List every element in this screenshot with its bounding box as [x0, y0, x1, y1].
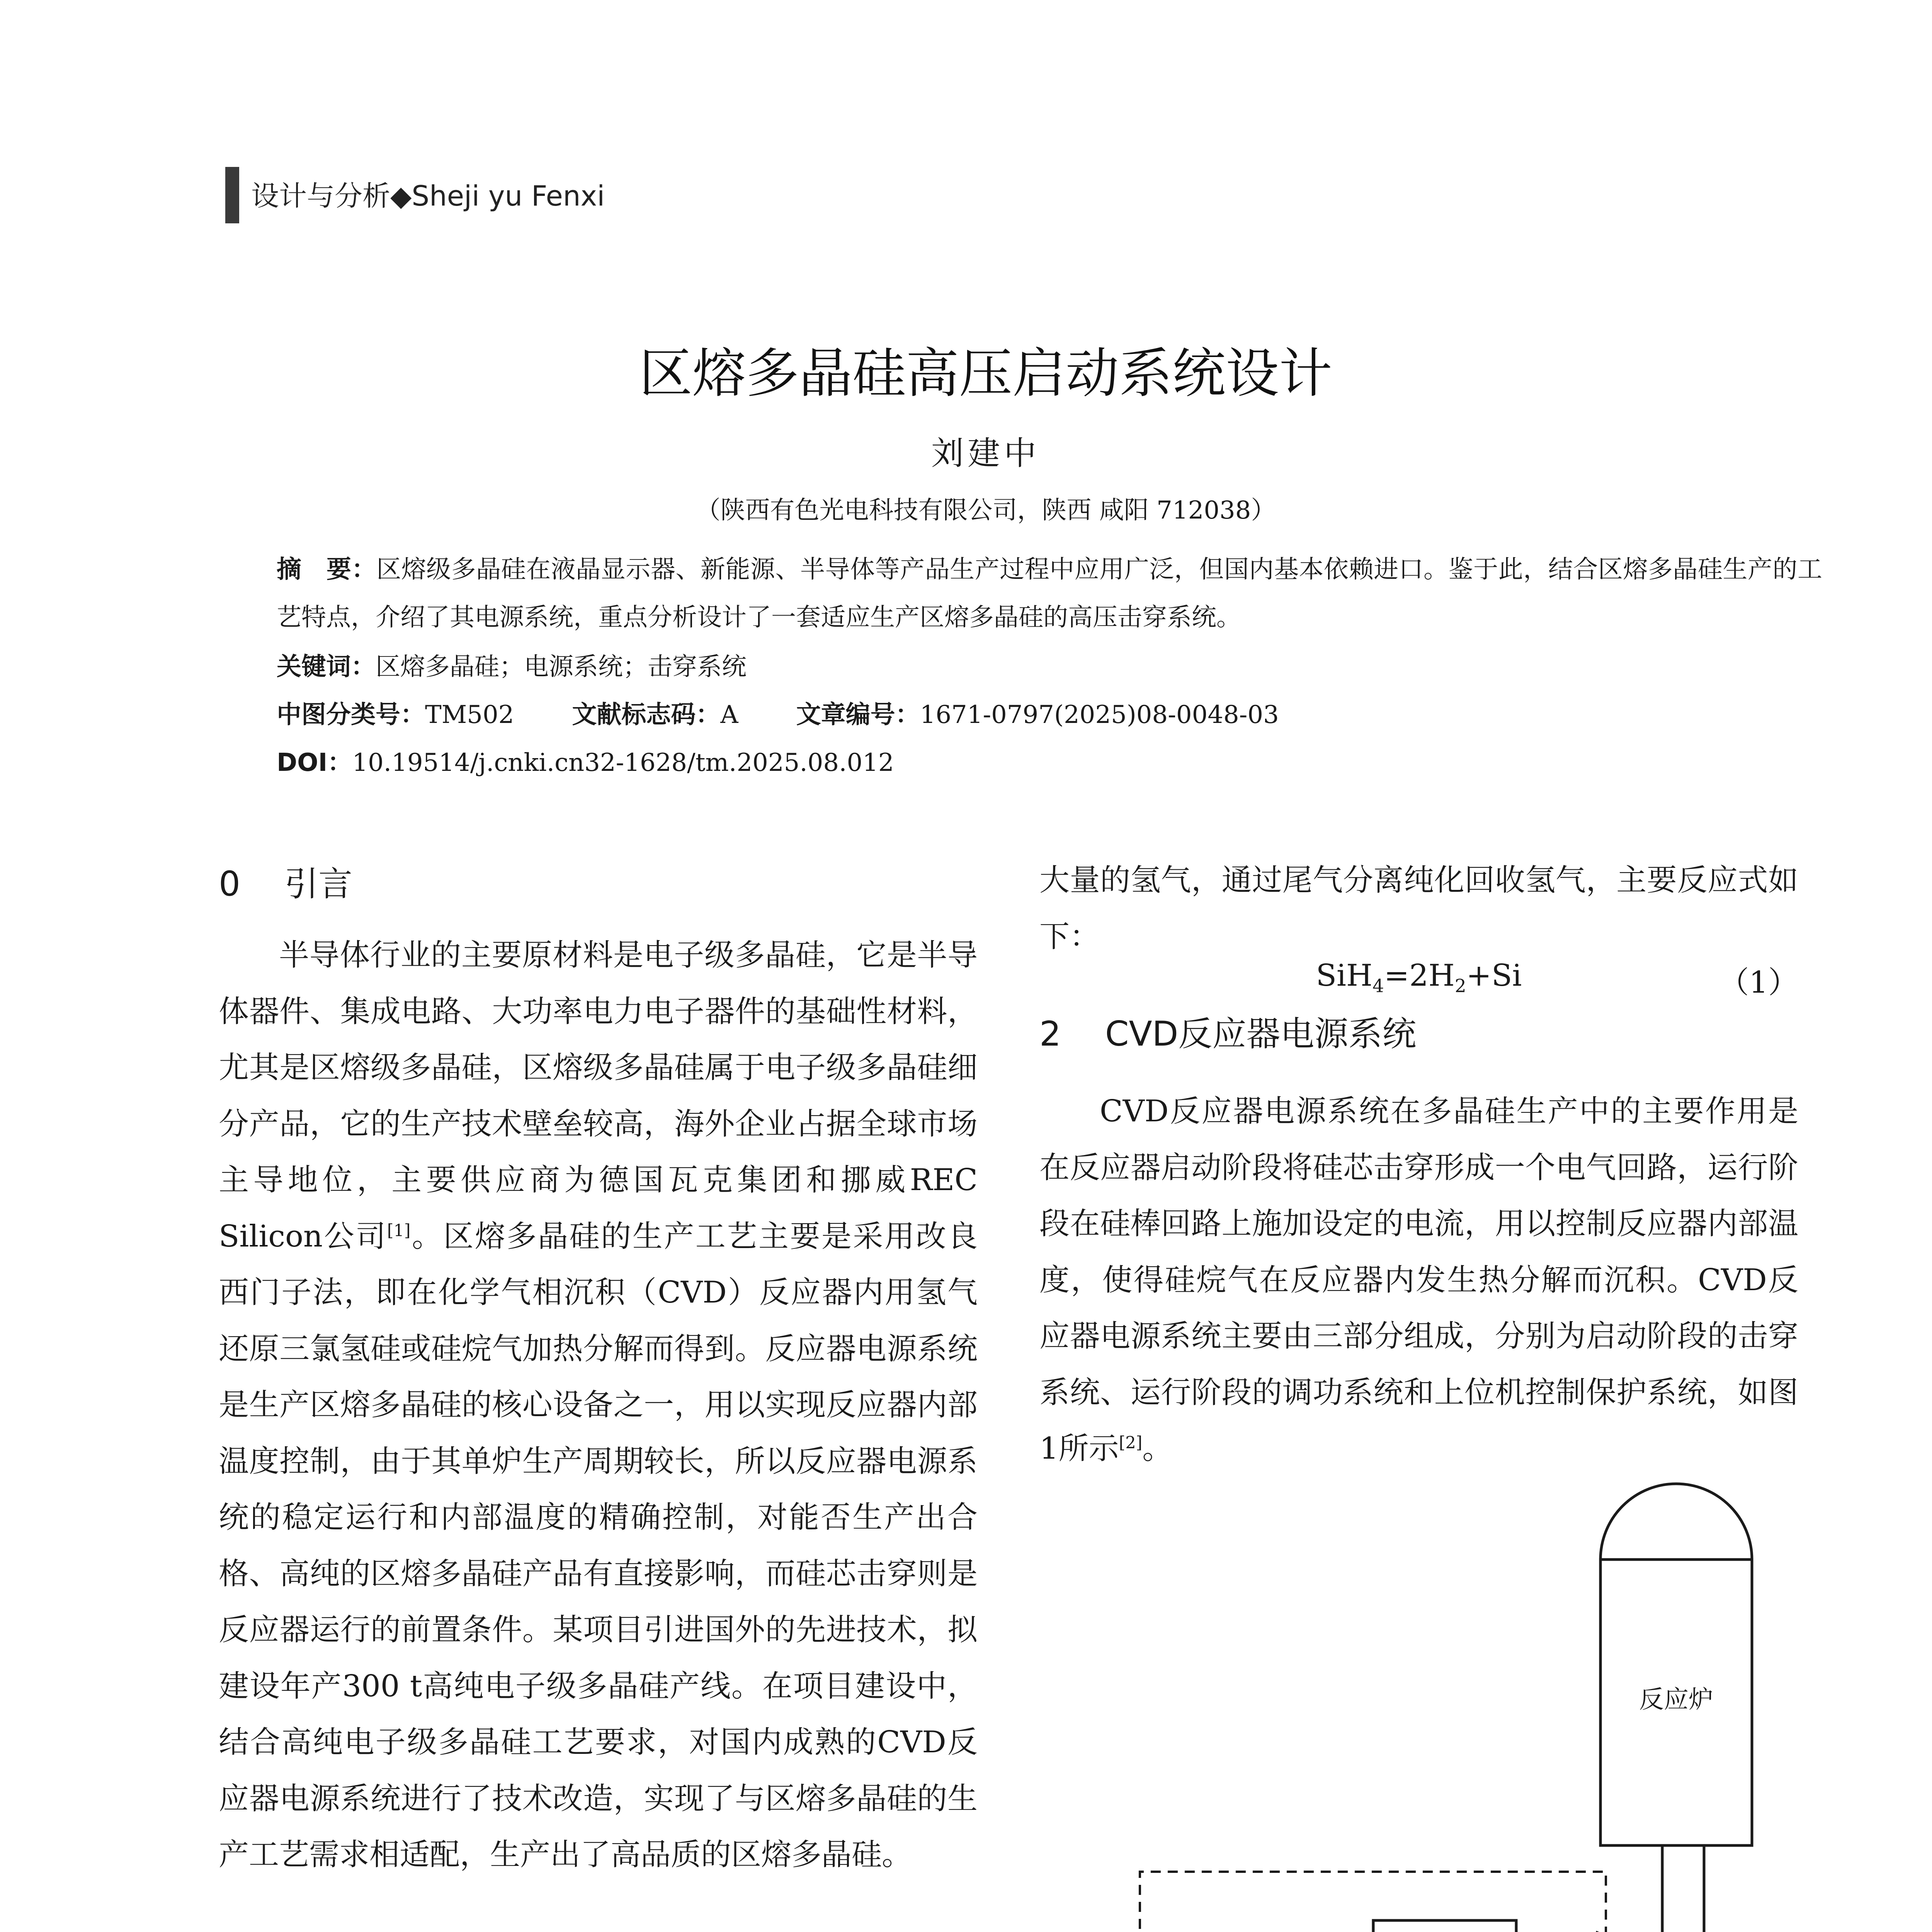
abstract: [277, 546, 1822, 641]
intro-paragraph: [219, 927, 978, 1883]
equation-number: （1）: [1719, 965, 1798, 1000]
citation-2: [2]: [1119, 1433, 1143, 1452]
doi-label: DOI：: [277, 748, 352, 777]
abstract-text: 区熔级多晶硅在液晶显示器、新能源、半导体等产品生产过程中应用广泛，但国内基本依赖进口。鉴于此，结合区熔多晶硅生产的工艺特点，介绍了其电源系统，重点分析设计了一套适应生产区熔多晶硅的高压击穿系统。: [277, 555, 1823, 632]
abstract-label: 摘 要：: [277, 555, 377, 584]
equation-1: [1039, 958, 1798, 1005]
intro-part-b: 。区熔多晶硅的生产工艺主要是采用改良西门子法，即在化学气相沉积（CVD）反应器内用氢气还原三氯氢硅或硅烷气加热分解而得到。反应器电源系统是生产区熔多晶硅的核心设备之一，用以实现反应器内部温度控制，由于其单炉生产周期较长，所以反应器电源系统的稳定运行和内部温度的精确控制，对能否生产出合格、高纯的区熔多晶硅产品有直接影响，而硅芯击穿则是反应器运行的前置条件。某项目引进国外的先进技术，拟建设年产300 t高纯电子级多晶硅产线。在项目建设中，结合高纯电子级多晶硅工艺要求，对国内成熟的CVD反应器电源系统进行了技术改造，实现了与区熔多晶硅的生产工艺需求相适配，生产出了高品质的区熔多晶硅。: [219, 1219, 978, 1872]
section-2-number: 2: [1039, 1014, 1061, 1054]
section-2-part-a: CVD反应器电源系统在多晶硅生产中的主要作用是在反应器启动阶段将硅芯击穿形成一个电气回路，运行阶段在硅棒回路上施加设定的电流，用以控制反应器内部温度，使得硅烷气在反应器内发生热分解而沉积。CVD反应器电源系统主要由三部分组成，分别为启动阶段的击穿系统、运行阶段的调功系统和上位机控制保护系统，如图1所示: [1039, 1094, 1798, 1466]
section-2-title: CVD反应器电源系统: [1105, 1014, 1417, 1054]
section-2-part-b: 。: [1142, 1431, 1173, 1466]
section-1-continuation: [1039, 852, 1798, 965]
clc-label: 中图分类号：: [277, 701, 425, 729]
header-bar: [225, 167, 239, 223]
running-header: [251, 179, 605, 213]
header-diamond: ◆: [390, 180, 412, 212]
citation-1: [1]: [387, 1221, 411, 1240]
header-section: 设计与分析: [251, 180, 391, 212]
section-2-paragraph: [1039, 1083, 1798, 1477]
doc-code-value: A: [720, 701, 738, 729]
reactor-dome: [1600, 1484, 1752, 1623]
header-pinyin: Sheji yu Fenxi: [412, 180, 605, 212]
affiliation: （陕西有色光电科技有限公司，陕西 咸阳 712038）: [696, 496, 1276, 525]
section-2-heading: [1039, 1011, 1416, 1057]
keywords: [277, 643, 1822, 691]
article-no-value: 1671-0797(2025)08-0048-03: [920, 701, 1279, 729]
section-0-title: 引言: [284, 864, 353, 904]
doc-code-label: 文献标志码：: [572, 701, 721, 729]
doi-value: 10.19514/j.cnki.cn32-1628/tm.2025.08.012: [352, 748, 894, 777]
section-2-text: [1039, 1083, 1798, 1477]
section-0-heading: [219, 861, 352, 907]
figure-1-diagram: [1039, 1461, 1798, 1932]
intro-text: [219, 927, 978, 1883]
paper-title: 区熔多晶硅高压启动系统设计: [639, 342, 1332, 405]
clc-value: TM502: [425, 701, 514, 729]
keywords-text: 区熔多晶硅；电源系统；击穿系统: [376, 653, 747, 681]
classification-line: [277, 691, 1822, 739]
breakdown-box: [1373, 1920, 1516, 1932]
equation-body: $SiH_4=2H_2+Si$: [1316, 958, 1522, 997]
reactor-label: 反应炉: [1639, 1685, 1713, 1714]
section-1-cont-paragraph: 大量的氢气，通过尾气分离纯化回收氢气，主要反应式如下：: [1039, 863, 1798, 954]
intro-part-a: 半导体行业的主要原材料是电子级多晶硅，它是半导体器件、集成电路、大功率电力电子器件的基础性材料，尤其是区熔级多晶硅，区熔级多晶硅属于电子级多晶硅细分产品，它的生产技术壁垒较高，海外企业占据全球市场主导地位，主要供应商为德国瓦克集团和挪威REC Silicon公司: [219, 938, 978, 1254]
section-0-number: 0: [219, 864, 240, 904]
keywords-label: 关键词：: [277, 653, 376, 681]
doi-line: [277, 739, 1822, 787]
article-no-label: 文章编号：: [796, 701, 920, 729]
author: 刘建中: [931, 434, 1040, 472]
